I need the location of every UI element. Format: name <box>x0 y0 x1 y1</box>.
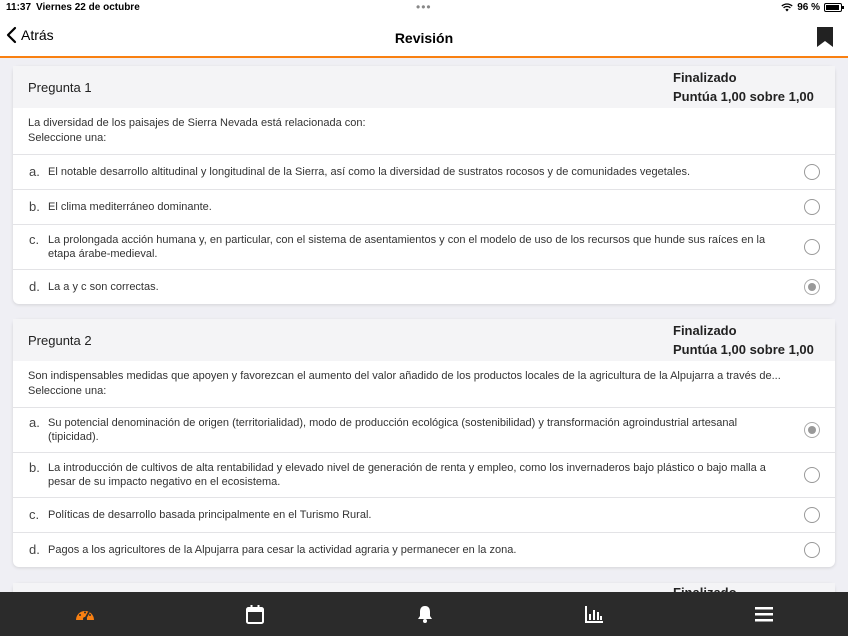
question-prompt: Seleccione una: <box>28 132 107 144</box>
option-text: Su potencial denominación de origen (territorialidad), modo de producción ecológica (sostenibilidad) y transformación agroindustrial artesanal (tipicidad). <box>48 417 738 443</box>
option-text: El clima mediterráneo dominante. <box>48 201 212 213</box>
tab-grades[interactable] <box>584 604 604 624</box>
question-prompt: Seleccione una: <box>28 385 107 397</box>
battery-icon <box>824 3 842 12</box>
question-header <box>13 319 835 361</box>
answer-option-d[interactable] <box>13 270 835 304</box>
status-indicators <box>781 2 842 13</box>
option-letter: c. <box>29 507 40 522</box>
option-radio[interactable] <box>804 507 820 523</box>
wifi-icon <box>781 3 793 12</box>
option-radio[interactable] <box>804 199 820 215</box>
question-state: Finalizado <box>673 323 737 338</box>
question-card-2 <box>13 319 835 567</box>
option-letter: a. <box>29 164 40 179</box>
answer-option-b[interactable] <box>13 453 835 498</box>
option-text: La a y c son correctas. <box>48 281 159 293</box>
calendar-icon <box>245 604 265 624</box>
answer-option-a[interactable] <box>13 155 835 190</box>
bookmark-button[interactable] <box>816 26 834 53</box>
question-text <box>13 108 835 155</box>
option-letter: c. <box>29 232 40 247</box>
option-radio-selected[interactable] <box>804 279 820 295</box>
option-letter: b. <box>29 460 40 475</box>
battery-percent: 96 % <box>797 2 820 13</box>
option-text: La introducción de cultivos de alta rentabilidad y elevado nivel de generación de renta y empleo, como los invernaderos bajo plástico o bajo malla a pesar de su impacto negativo en el ecosistema. <box>48 462 766 488</box>
tab-menu[interactable] <box>754 604 774 624</box>
option-letter: a. <box>29 415 40 430</box>
bell-icon <box>415 604 435 624</box>
option-radio[interactable] <box>804 542 820 558</box>
option-radio-selected[interactable] <box>804 422 820 438</box>
status-bar <box>0 0 848 16</box>
option-letter: d. <box>29 279 40 294</box>
bookmark-icon <box>816 26 834 48</box>
menu-icon <box>754 604 774 624</box>
grades-icon <box>584 604 604 624</box>
option-radio[interactable] <box>804 467 820 483</box>
question-grade: Puntúa 1,00 sobre 1,00 <box>673 89 814 104</box>
multitasking-dots-icon[interactable]: ••• <box>416 0 432 14</box>
answer-option-d[interactable] <box>13 533 835 567</box>
dashboard-icon <box>74 604 96 624</box>
tab-notifications[interactable] <box>415 604 435 624</box>
question-text <box>13 361 835 408</box>
tab-bar <box>0 592 848 636</box>
answer-option-b[interactable] <box>13 190 835 225</box>
option-text: El notable desarrollo altitudinal y longitudinal de la Sierra, así como la diversidad de sustratos rocosos y de comunidades vegetales. <box>48 166 691 178</box>
question-title: Pregunta 2 <box>28 333 92 348</box>
question-grade: Puntúa 1,00 sobre 1,00 <box>673 342 814 357</box>
option-radio[interactable] <box>804 164 820 180</box>
question-title: Pregunta 1 <box>28 80 92 95</box>
question-state: Finalizado <box>673 70 737 85</box>
navbar <box>0 16 848 58</box>
question-statement: Son indispensables medidas que apoyen y favorezcan el aumento del valor añadido de los productos locales de la agricultura de la Alpujarra a través de... <box>28 370 781 382</box>
option-letter: d. <box>29 542 40 557</box>
question-statement: La diversidad de los paisajes de Sierra Nevada está relacionada con: <box>28 117 366 129</box>
review-content[interactable] <box>0 60 848 592</box>
option-text: Pagos a los agricultores de la Alpujarra para cesar la actividad agraria y permanecer en la zona. <box>48 544 517 556</box>
option-text: Políticas de desarrollo basada principalmente en el Turismo Rural. <box>48 509 372 521</box>
tab-calendar[interactable] <box>245 604 265 624</box>
question-header <box>13 66 835 108</box>
answer-option-c[interactable] <box>13 225 835 270</box>
question-card-1 <box>13 66 835 304</box>
back-label: Atrás <box>21 27 54 43</box>
page-title: Revisión <box>394 30 454 46</box>
option-radio[interactable] <box>804 239 820 255</box>
option-letter: b. <box>29 199 40 214</box>
status-time: 11:37 <box>6 2 32 13</box>
answer-option-a[interactable] <box>13 408 835 453</box>
status-date: Viernes 22 de octubre <box>36 2 140 13</box>
option-text: La prolongada acción humana y, en particular, con el sistema de asentamientos y con el modelo de uso de los recursos que hunde sus raíces en la etapa árabe-medieval. <box>48 234 766 260</box>
tab-dashboard[interactable] <box>74 604 94 624</box>
answer-option-c[interactable] <box>13 498 835 533</box>
